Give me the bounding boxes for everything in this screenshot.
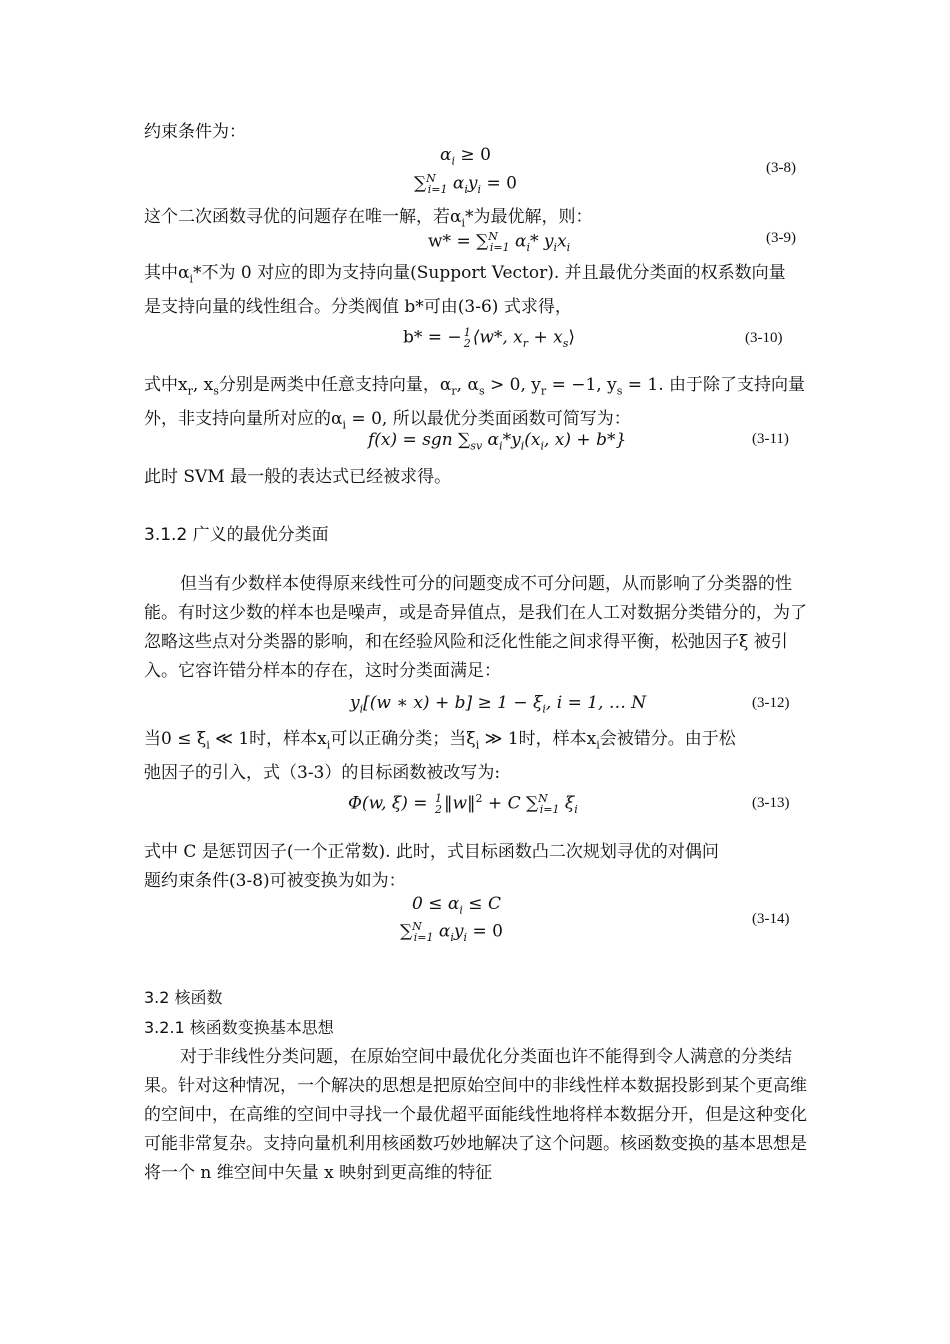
equation-3-13: Φ(w, ξ) = 1 2 ‖w‖$^2$ + C ∑$^N_{i=1}$ $\xi_i$: [348, 792, 578, 817]
slack-variable-paragraph: 但当有少数样本使得原来线性可分的问题变成不可分问题，从而影响了分类器的性能。有时这少数的样本也是噪声，或是奇异值点，是我们在人工对数据分类错分的，为了忽略这些点对分类器的影响，和在经验风险和泛化性能之间求得平衡，松弛因子ξ 被引入。它容许错分样本的存在，这时分类面满足：: [144, 574, 807, 681]
equation-number-3-14: (3-14): [752, 911, 790, 927]
constraint-intro: 约束条件为：: [144, 122, 246, 142]
equation-number-3-10: (3-10): [745, 330, 783, 346]
kernel-idea-paragraph: 对于非线性分类问题，在原始空间中最优化分类面也许不能得到令人满意的分类结果。针对这种情况，一个解决的思想是把原始空间中的非线性样本数据投影到某个更高维的空间中，在高维的空间中寻找一个最优超平面能线性地将样本数据分开，但是这种变化可能非常复杂。支持向量机利用核函数巧妙地解决了这个问题。核函数变换的基本思想是将一个 n 维空间中矢量 x 映射到更高维的特征: [144, 1047, 807, 1183]
section-heading-3-2-1: 3.2.1 核函数变换基本思想: [144, 1018, 334, 1037]
slack-condition-paragraph: 当$0 \le \xi_i$ ≪ 1时，样本$x_i$可以正确分类；当$\xi_i$ ≫ 1时，样本$x_i$会被错分。由于松 弛因子的引入，式（3-3）的目标函数被改写为:: [144, 729, 736, 784]
equation-3-10: b* = − 1 2 ⟨w*, $x_r$ + $x_s⟩$: [403, 326, 575, 350]
equation-3-14-line1: $0 \le \alpha_i \le C$: [412, 894, 501, 917]
equation-3-11: f(x) = sgn $\sum_{sv}$ $\alpha_i*y_i(x_i$, x) + b*}: [368, 430, 627, 453]
equation-3-14-line2: ∑$^N_{i=1}$ $\alpha_iy_i = 0$: [400, 920, 503, 945]
equation-number-3-8: (3-8): [766, 160, 796, 176]
support-vector-paragraph: 其中$\alpha_i*$不为 0 对应的即为支持向量(Support Vector). 并且最优分类面的权系数向量 是支持向量的线性组合。分类阀值 b*可由(3-6) 式求得，: [144, 263, 786, 318]
equation-3-12: $y_i[(w$ ∗ $x) + b] \ge 1 - \xi_i$, i = 1, … N: [350, 693, 647, 716]
section-heading-3-1-2: 3.1.2 广义的最优分类面: [144, 525, 329, 545]
equation-3-8-line1: $\alpha_i \ge 0$: [440, 145, 491, 168]
equation-number-3-12: (3-12): [752, 695, 790, 711]
equation-3-9: w* = ∑$^N_{i=1}$ $\alpha_i*$ $y_ix_i$: [428, 230, 571, 255]
equation-number-3-11: (3-11): [752, 431, 789, 447]
svm-expression-line: 此时 SVM 最一般的表达式已经被求得。: [144, 467, 452, 487]
equation-3-8-line2: ∑$^N_{i=1}$ $\alpha_iy_i = 0$: [414, 172, 517, 197]
section-heading-3-2: 3.2 核函数: [144, 988, 223, 1007]
unique-solution-line: 这个二次函数寻优的问题存在唯一解，若$\alpha_i*$为最优解，则：: [144, 207, 593, 230]
penalty-factor-paragraph: 式中 C 是惩罚因子(一个正常数). 此时，式目标函数凸二次规划寻优的对偶问 题约束条件(3-8)可被变换为如为：: [144, 842, 719, 891]
equation-number-3-13: (3-13): [752, 795, 790, 811]
classification-function-paragraph: 式中$x_r$, $x_s$分别是两类中任意支持向量，$\alpha_r$, $\alpha_s > 0$, $y_r = -1$, $y_s = 1$. 由于除了支持向量 外，非支持向量所对应的$\alpha_i = 0$, 所以最优分类面函数可简写为：: [144, 375, 806, 432]
equation-number-3-9: (3-9): [766, 230, 796, 246]
